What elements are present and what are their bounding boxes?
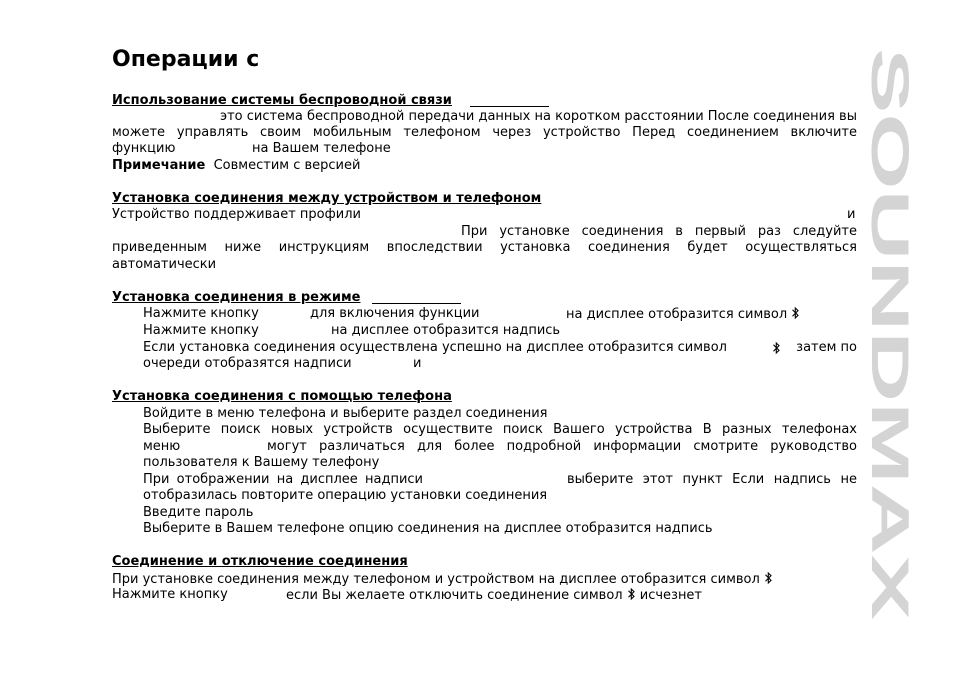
list-item-text: Введите пароль <box>143 505 254 520</box>
paragraph-line: и <box>847 207 856 222</box>
list-item-text: отобразилась повторите операцию установки соединения <box>143 488 548 503</box>
paragraph-line: Нажмите кнопку <box>112 587 228 602</box>
section-heading-connect-disconnect: Соединение и отключение соединения <box>112 554 408 569</box>
list-item-text: При отображении на дисплее надписи <box>143 472 423 487</box>
paragraph-line: это система беспроводной передачи данных на коротком расстоянии После соединения вы <box>219 109 857 124</box>
list-item-text: очереди отобразятся надписи <box>143 356 352 371</box>
paragraph-line: Устройство поддерживает профили <box>112 207 361 222</box>
section-heading-wireless: Использование системы беспроводной связи <box>112 93 452 108</box>
bluetooth-icon <box>627 587 636 601</box>
brand-logo-text: SOUNDMAX <box>860 48 919 358</box>
paragraph-text: исчезнет <box>639 588 703 603</box>
list-item-text: Если установка соединения осуществлена успешно на дисплее отобразится символ <box>143 340 727 355</box>
section-heading-mode: Установка соединения в режиме <box>112 290 361 305</box>
heading-underline <box>372 303 461 304</box>
paragraph-line: можете управлять своим мобильным телефоном через устройство Перед соединением включите <box>112 125 857 140</box>
bluetooth-icon <box>791 306 800 320</box>
heading-underline <box>470 106 549 107</box>
list-item-text: выберите этот пункт Если надпись не <box>567 472 857 487</box>
note <box>112 158 360 174</box>
section-heading-pairing: Установка соединения между устройством и телефоном <box>112 191 542 206</box>
list-item-text: на дисплее отобразится надпись <box>331 323 561 338</box>
paragraph-line: функцию <box>112 141 176 156</box>
list-item-text: Выберите поиск новых устройств осуществите поиск Вашего устройства В разных телефонах <box>143 422 857 437</box>
list-item-text: затем по <box>796 340 857 355</box>
list-item-text: и <box>413 356 422 371</box>
page-title: Операции с <box>112 47 260 72</box>
list-item-text: для включения функции <box>310 306 480 321</box>
paragraph-text: При установке соединения между телефоном и устройством на дисплее отобразится символ <box>112 572 760 587</box>
section-heading-phone: Установка соединения с помощью телефона <box>112 389 452 404</box>
paragraph-line: При установке соединения в первый раз следуйте <box>461 224 857 239</box>
paragraph-line: на Вашем телефоне <box>252 141 391 156</box>
list-item-text: Войдите в меню телефона и выберите раздел соединения <box>143 406 548 421</box>
list-item-text: Выберите в Вашем телефоне опцию соединения на дисплее отобразится надпись <box>143 521 713 536</box>
list-item-text <box>566 306 800 323</box>
note-text: Совместим с версией <box>213 158 361 173</box>
paragraph-line <box>112 571 773 588</box>
paragraph-line <box>286 587 702 604</box>
list-item-text: Нажмите кнопку <box>143 306 259 321</box>
note-label: Примечание <box>112 158 206 173</box>
bluetooth-icon <box>772 341 781 355</box>
brand-logo <box>860 48 919 620</box>
list-item-text: Нажмите кнопку <box>143 323 259 338</box>
paragraph-line: автоматически <box>112 257 217 272</box>
list-item-text: меню <box>143 439 181 454</box>
list-item-text: могут различаться для более подробной информации смотрите руководство <box>267 439 857 454</box>
paragraph-line: приведенным ниже инструкциям впоследствии установка соединения будет осуществляться <box>112 240 857 255</box>
list-item-text: на дисплее отобразится символ <box>566 307 788 322</box>
paragraph-text: если Вы желаете отключить соединение символ <box>286 588 623 603</box>
list-item-text: пользователя к Вашему телефону <box>143 455 380 470</box>
bluetooth-icon <box>764 571 773 585</box>
